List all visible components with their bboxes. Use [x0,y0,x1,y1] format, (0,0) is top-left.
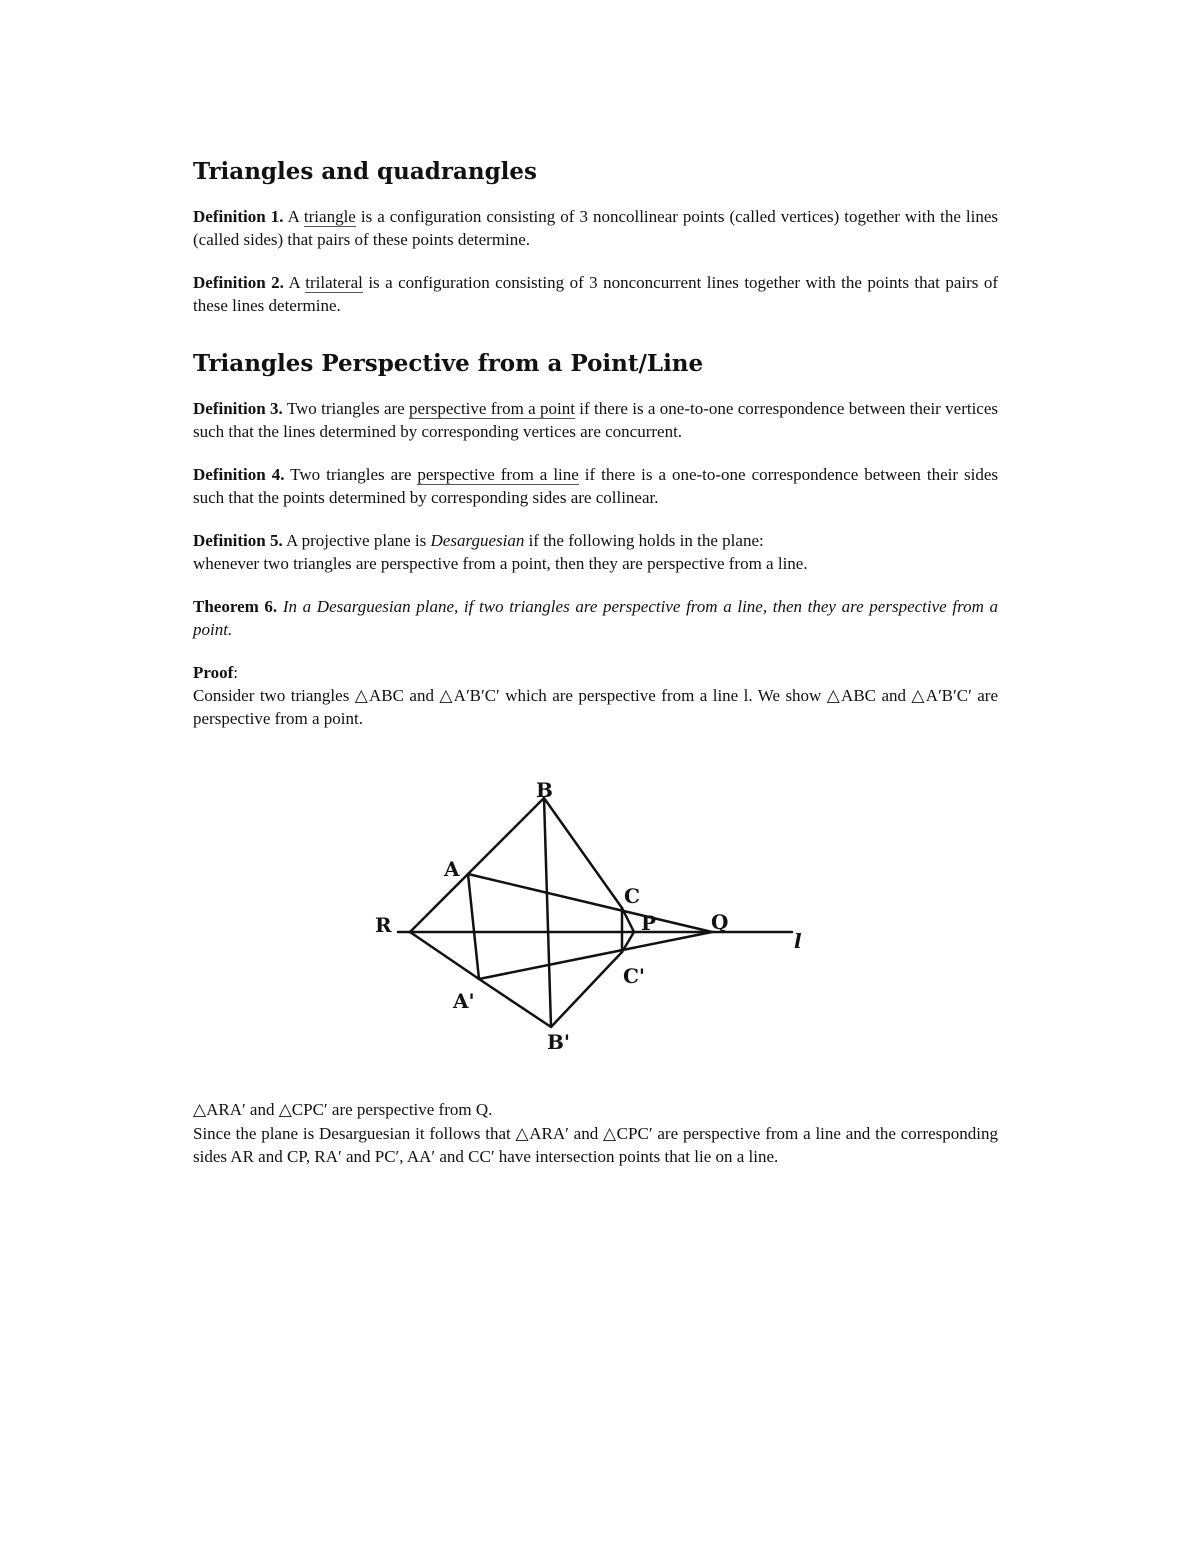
definition-5-pre: A projective plane is [286,531,427,550]
theorem-6-text: In a Desarguesian plane, if two triangles are perspective from a line, then they are perspective from a point. [193,597,998,639]
proof-colon: : [233,663,239,682]
line-rap [410,932,479,979]
definition-1-text: is a configuration consisting of 3 noncollinear points (called vertices) together with the lines (called sides) that pairs of these points determine. [193,207,999,249]
definition-4-term: perspective from a line [417,465,579,484]
label-c: C [624,884,640,908]
label-c-prime: C' [623,964,646,988]
label-b-prime: B' [547,1030,571,1054]
label-l: l [794,929,802,953]
section-title-perspective: Triangles Perspective from a Point/Line [193,350,704,377]
proof-heading: Proof [193,663,234,682]
label-a: A [444,857,460,881]
definition-1-term: triangle [303,207,356,226]
definition-2-pre: A [288,273,300,292]
label-a-prime: A' [453,989,475,1013]
definition-5-label: Definition 5. [193,531,283,550]
definition-4-label: Definition 4. [193,465,285,484]
definition-5-term: Desarguesian [430,531,525,550]
definition-1-label: Definition 1. [193,207,284,226]
definition-2-text: is a configuration consisting of 3 nonconcurrent lines together with the points that pairs of these lines determine. [193,273,999,315]
proof-continuation [193,1098,998,1169]
definition-3-label: Definition 3. [193,399,283,418]
definition-5-text: if the following holds in the plane: [528,531,764,550]
definition-1-pre: A [287,207,299,226]
label-q: Q [711,910,729,934]
proof-line-1: △ARA′ and △CPC′ are perspective from Q. [193,1100,493,1119]
line-aq [468,874,712,932]
definition-2-label: Definition 2. [193,273,284,292]
section-title-triangles-quadrangles: Triangles and quadrangles [193,158,537,185]
theorem-6-label: Theorem 6. [193,597,278,616]
proof-text: Consider two triangles △ABC and △A′B′C′ which are perspective from a line l. We show △ABC and △A′B′C′ are perspective from a point. [193,686,998,728]
definition-3-term: perspective from a point [409,399,575,418]
definition-4-pre: Two triangles are [290,465,412,484]
definition-3-pre: Two triangles are [286,399,405,418]
line-ra [410,874,468,932]
proof-line-2: Since the plane is Desarguesian it follows that △ARA′ and △CPC′ are perspective from a line and the corresponding sides AR and CP, RA′ and PC′, AA′ and CC′ have intersection points that lie on a line. [193,1123,998,1166]
definition-2-term: trilateral [305,273,363,292]
label-p: P [641,911,657,935]
line-bbp [544,798,551,1027]
label-r: R [375,913,392,937]
definition-4-text: if there is a one-to-one correspondence between their sides such that the points determined by corresponding sides are collinear. [193,465,998,507]
line-apq [479,932,712,979]
line-aap [468,874,479,979]
definition-3-text: if there is a one-to-one correspondence between their vertices such that the lines determined by corresponding vertices are concurrent. [193,399,999,441]
label-b: B [536,778,553,802]
definition-5-line2: whenever two triangles are perspective from a point, then they are perspective from a line. [193,554,808,573]
